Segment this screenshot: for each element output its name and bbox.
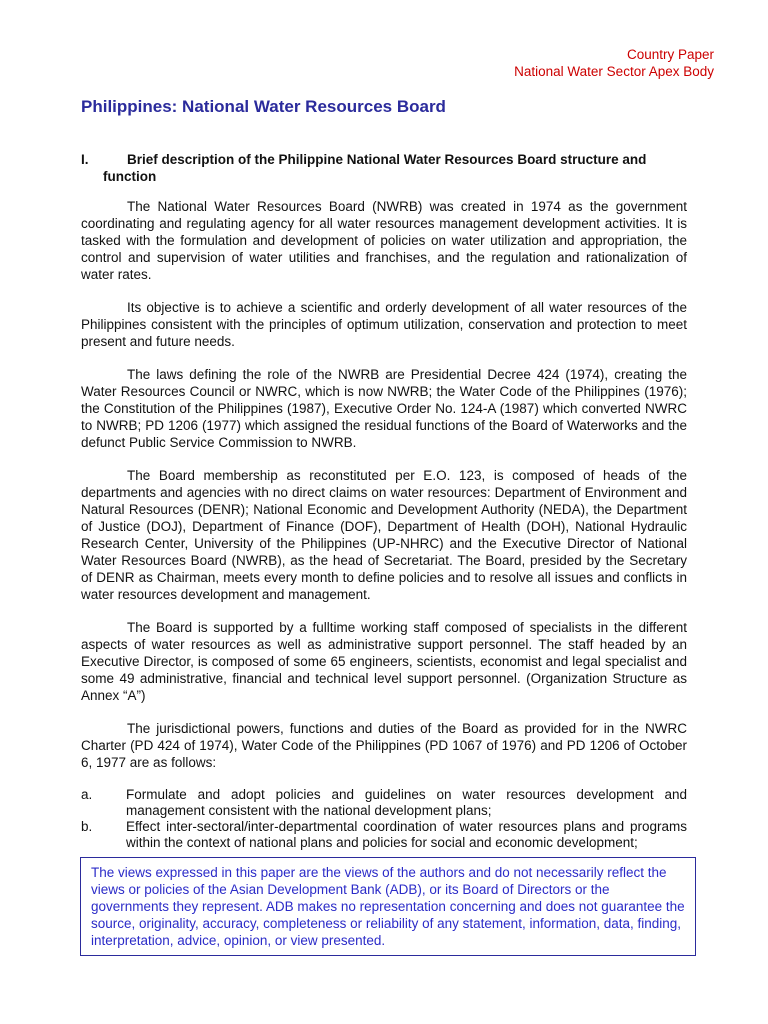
page-header bbox=[514, 46, 714, 80]
paragraph: The National Water Resources Board (NWRB) was created in 1974 as the government coordinating and regulating agency for all water resources management development activities. It is tasked with the formulation and development of policies on water utilization and appropriation, the control and supervision of water utilities and franchises, and the regulation and rationalization of water rates. bbox=[81, 199, 687, 282]
list-text: Effect inter-sectoral/inter-departmental coordination of water resources plans and programs within the context of national plans and policies for social and economic development; bbox=[126, 819, 687, 850]
header-line-1: Country Paper bbox=[626, 47, 714, 62]
disclaimer-box: The views expressed in this paper are the views of the authors and do not necessarily reflect the views or policies of the Asian Development Bank (ADB), or its Board of Directors or the governments they represent. ADB makes no representation concerning and does not guarantee the source, originality, accuracy, completeness or reliability of any statement, information, data, finding, interpretation, advice, opinion, or view presented. bbox=[80, 857, 696, 956]
list-letter: a. bbox=[81, 787, 93, 802]
header-line-2: National Water Sector Apex Body bbox=[514, 64, 714, 79]
section-heading-line-1: Brief description of the Philippine National Water Resources Board structure and bbox=[127, 152, 647, 167]
paragraph: The jurisdictional powers, functions and duties of the Board as provided for in the NWRC Charter (PD 424 of 1974), Water Code of the Philippines (PD 1067 of 1976) and PD 1206 of October 6, 1977 are as follows: bbox=[81, 721, 687, 770]
section-heading bbox=[81, 151, 691, 185]
document-title: Philippines: National Water Resources Board bbox=[81, 97, 446, 116]
functions-list bbox=[81, 787, 687, 851]
paragraph: The Board membership as reconstituted per E.O. 123, is composed of heads of the departments and agencies with no direct claims on water resources: Department of Environment and Natural Resources (DENR); National Economic and Development Authority (NEDA), the Department of Justice (DOJ), Department of Finance (DOF), Department of Health (DOH), National Hydraulic Research Center, University of the Philippines (UP-NHRC) and the Executive Director of National Water Resources Board (NWRB), as the head of Secretariat. The Board, presided by the Secretary of DENR as Chairman, meets every month to define policies and to resolve all issues and conflicts in water resources development and management. bbox=[81, 468, 687, 602]
paragraph: The Board is supported by a fulltime working staff composed of specialists in the different aspects of water resources as well as administrative support personnel. The staff headed by an Executive Director, is composed of some 65 engineers, scientists, economist and legal specialist and some 49 administrative, financial and technical level support personnel. (Organization Structure as Annex “A”) bbox=[81, 620, 687, 703]
list-letter: b. bbox=[81, 819, 93, 834]
list-text: Formulate and adopt policies and guidelines on water resources development and management consistent with the national development plans; bbox=[126, 787, 687, 818]
section-number: I. bbox=[81, 152, 89, 167]
list-item bbox=[81, 787, 687, 819]
document-body bbox=[81, 198, 687, 851]
list-item bbox=[81, 819, 687, 851]
section-heading-line-2: function bbox=[103, 169, 157, 184]
paragraph: Its objective is to achieve a scientific and orderly development of all water resources of the Philippines consistent with the principles of optimum utilization, conservation and protection to meet present and future needs. bbox=[81, 300, 687, 349]
paragraph: The laws defining the role of the NWRB are Presidential Decree 424 (1974), creating the Water Resources Council or NWRC, which is now NWRB; the Water Code of the Philippines (1976); the Constitution of the Philippines (1987), Executive Order No. 124-A (1987) which converted NWRC to NWRB; PD 1206 (1977) which assigned the residual functions of the Board of Waterworks and the defunct Public Service Commission to NWRB. bbox=[81, 367, 687, 450]
